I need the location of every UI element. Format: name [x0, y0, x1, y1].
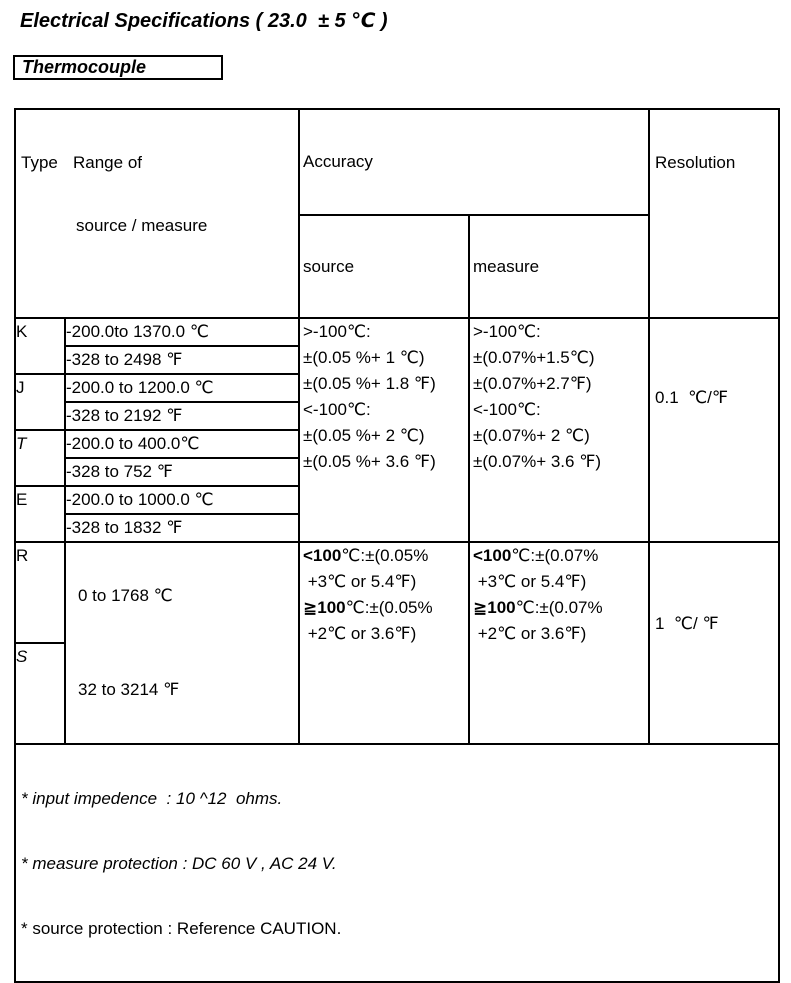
accuracy-line: +3℃ or 5.4℉) — [303, 572, 417, 591]
row-r — [15, 542, 779, 643]
header-range-line2: source / measure — [76, 216, 208, 235]
header-type — [15, 109, 65, 318]
range-cell-k-c: -200.0to 1370.0 ℃ — [65, 318, 299, 346]
header-accuracy-source — [299, 215, 469, 318]
range-cell-t-f: -328 to 752 ℉ — [65, 458, 299, 486]
accuracy-measure-cell-rs — [469, 542, 649, 744]
type-cell-t: T — [15, 430, 65, 486]
accuracy-line: +3℃ or 5.4℉) — [473, 572, 587, 591]
accuracy-source-cell-kte — [299, 318, 469, 542]
footnote-measure-protection: * measure protection : DC 60 V , AC 24 V. — [21, 854, 337, 873]
header-accuracy — [299, 109, 649, 215]
thermocouple-spec-table — [14, 108, 780, 983]
accuracy-line: ≧100℃:±(0.07% — [473, 598, 603, 617]
header-row-1 — [15, 109, 779, 215]
accuracy-line: ≧100℃:±(0.05% — [303, 598, 433, 617]
row-k-celsius — [15, 318, 779, 346]
section-label-box — [13, 55, 223, 80]
resolution-cell-rs — [649, 542, 779, 744]
header-accuracy-measure — [469, 215, 649, 318]
header-source-label: source — [303, 257, 355, 276]
range-value-r: 0 to 1768 ℃ — [78, 586, 173, 605]
footnote-source-protection: * source protection : Reference CAUTION. — [21, 919, 342, 938]
range-cell-e-f: -328 to 1832 ℉ — [65, 514, 299, 542]
footnotes-cell — [15, 744, 779, 982]
range-cell-rs — [65, 542, 299, 744]
page-title: Electrical Specifications ( 23.0 ± 5 ℃ ) — [20, 10, 388, 32]
accuracy-line: ±(0.07%+2.7℉) — [473, 374, 592, 393]
accuracy-line: <100℃:±(0.07% — [473, 546, 599, 565]
accuracy-line: ±(0.07%+ 3.6 ℉) — [473, 452, 602, 471]
accuracy-line: +2℃ or 3.6℉) — [303, 624, 417, 643]
accuracy-measure-cell-kte — [469, 318, 649, 542]
type-cell-j: J — [15, 374, 65, 430]
accuracy-line: ±(0.05 %+ 1 ℃) — [303, 348, 425, 367]
accuracy-source-cell-rs — [299, 542, 469, 744]
header-resolution — [649, 109, 779, 318]
accuracy-line: <-100℃: — [473, 400, 541, 419]
range-cell-e-c: -200.0 to 1000.0 ℃ — [65, 486, 299, 514]
section-label: Thermocouple — [22, 57, 147, 77]
accuracy-line: ±(0.05 %+ 2 ℃) — [303, 426, 425, 445]
range-cell-j-f: -328 to 2192 ℉ — [65, 402, 299, 430]
resolution-value-rs: 1 ℃/ ℉ — [655, 614, 719, 633]
accuracy-line: <100℃:±(0.05% — [303, 546, 429, 565]
header-resolution-label: Resolution — [655, 153, 736, 172]
range-cell-j-c: -200.0 to 1200.0 ℃ — [65, 374, 299, 402]
accuracy-line: ±(0.07%+1.5℃) — [473, 348, 595, 367]
accuracy-line: ±(0.05 %+ 1.8 ℉) — [303, 374, 436, 393]
header-accuracy-label: Accuracy — [303, 152, 373, 171]
range-value-s: 32 to 3214 ℉ — [78, 680, 180, 699]
accuracy-line: >-100℃: — [303, 322, 371, 341]
resolution-cell-kte — [649, 318, 779, 542]
type-cell-k: K — [15, 318, 65, 374]
header-measure-label: measure — [473, 257, 540, 276]
header-type-label: Type — [21, 153, 58, 172]
footnote-input-impedance: * input impedence : 10 ^12 ohms. — [21, 789, 283, 808]
resolution-value-kte: 0.1 ℃/℉ — [655, 388, 729, 407]
type-cell-s: S — [15, 643, 65, 744]
accuracy-line: ±(0.07%+ 2 ℃) — [473, 426, 590, 445]
range-cell-k-f: -328 to 2498 ℉ — [65, 346, 299, 374]
type-cell-r: R — [15, 542, 65, 643]
accuracy-line: >-100℃: — [473, 322, 541, 341]
accuracy-line: +2℃ or 3.6℉) — [473, 624, 587, 643]
accuracy-line: <-100℃: — [303, 400, 371, 419]
header-range-line1: Range of — [73, 153, 142, 172]
type-cell-e: E — [15, 486, 65, 542]
footnotes-row — [15, 744, 779, 982]
header-range — [65, 109, 299, 318]
accuracy-line: ±(0.05 %+ 3.6 ℉) — [303, 452, 436, 471]
range-cell-t-c: -200.0 to 400.0℃ — [65, 430, 299, 458]
